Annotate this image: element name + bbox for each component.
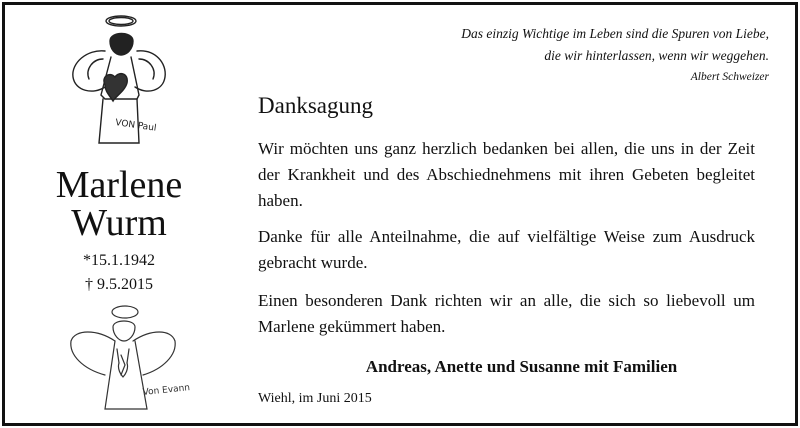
quote-line-1: Das einzig Wichtige im Leben sind die Spuren von Liebe, [461, 26, 769, 41]
obituary-notice [2, 2, 798, 426]
thanks-paragraph-3: Einen besonderen Dank richten wir an alle, die sich so liebevoll um Marlene gekümmert haben. [258, 291, 755, 336]
angel-bottom-caption: Von Evann [142, 383, 191, 398]
angel-top-caption: VON Paul [114, 118, 157, 134]
quote-line-2: die wir hinterlassen, wenn wir weggehen. [544, 48, 769, 63]
family-signature: Andreas, Anette und Susanne mit Familien [365, 357, 678, 376]
quote-block [461, 23, 769, 87]
death-date: † 9.5.2015 [85, 276, 153, 293]
notice-title: Danksagung [258, 93, 373, 118]
memorial-column [5, 5, 233, 423]
thanks-paragraph-2: Danke für alle Anteilnahme, die auf vielfältige Weise zum Ausdruck gebracht wurde. [258, 227, 755, 272]
birth-date: *15.1.1942 [83, 252, 155, 269]
place-and-date: Wiehl, im Juni 2015 [258, 391, 372, 406]
last-name: Wurm [71, 202, 167, 244]
angel-drawing-bottom [63, 303, 191, 415]
angel-drawing-top [65, 11, 169, 153]
quote-author: Albert Schweizer [690, 71, 769, 83]
thanks-paragraph-1: Wir möchten uns ganz herzlich bedanken bei allen, die uns in der Zeit der Krankheit und des Abschiednehmens mit ihren Gebeten begleitet haben. [258, 139, 755, 210]
first-name: Marlene [55, 164, 183, 206]
